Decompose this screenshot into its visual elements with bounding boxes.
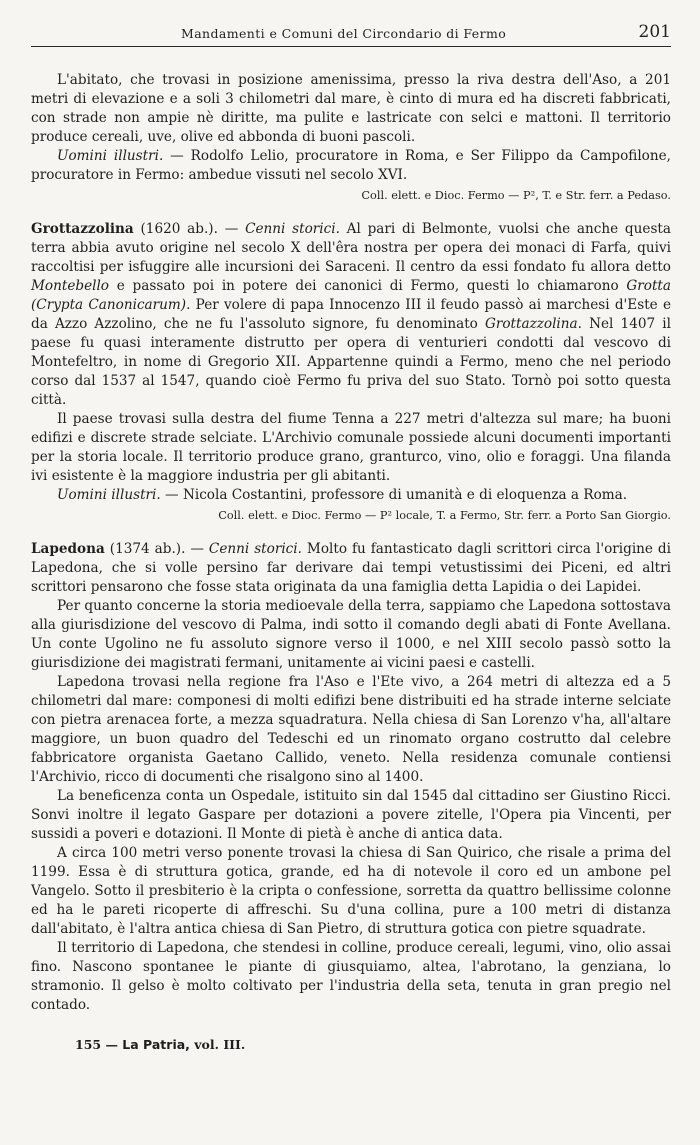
running-header-title: Mandamenti e Comuni del Circondario di Fermo bbox=[181, 26, 507, 41]
grottazzolina-text-3: . Per volere di papa Innocenzo III il feudo passò ai marchesi d'Este e da Azzo Azzolino, che ne fu l'assoluto signore, fu denominato bbox=[31, 297, 671, 332]
lapedona-paragraph-4: La beneficenza conta un Ospedale, istituito sin dal 1545 dal cittadino ser Giustino Ricci. Sonvi inoltre il legato Gaspare per dotazioni a povere zitelle, l'Opera pia Vincenti, per sussidi a poveri e dotazioni. Il Monte di pietà è anche di antica data. bbox=[31, 788, 671, 842]
lapedona-paragraph-3: Lapedona trovasi nella regione fra l'Aso e l'Ete vivo, a 264 metri di altezza ed a 5 chilometri dal mare: componesi di molti edifizi bene distribuiti ed ha strade interne selciate con pietra arenacea forte, a mezza squadratura. Nella chiesa di San Lorenzo v'ha, all'altare maggiore, un buon quadro del Tedeschi ed un rinomato organo costrutto dal celebre fabbricatore organista Gaetano Callido, veneto. Nella residenza comunale contiensi l'Archivio, ricco di documenti che risalgono sino al 1400. bbox=[31, 674, 671, 785]
page-content bbox=[31, 71, 671, 1052]
signature-footer bbox=[31, 1037, 671, 1052]
cenni-storici-label: Cenni storici. bbox=[208, 541, 302, 557]
intro-collegio-line: Coll. elett. e Dioc. Fermo — P², T. e Str. ferr. a Pedaso. bbox=[361, 189, 671, 202]
cenni-storici-label: Cenni storici. bbox=[245, 221, 340, 237]
grottazzolina-paragraph-2: Il paese trovasi sulla destra del fiume Tenna a 227 metri d'altezza sul mare; ha buoni edifizi e discrete strade selciate. L'Archivio comunale possiede alcuni documenti importanti per la storia locale. Il territorio produce grano, granturco, vino, olio e foraggi. Una filanda ivi esistente è la maggiore industria per gli abitanti. bbox=[31, 411, 671, 484]
uomini-illustri-text: — Nicola Costantini, professore di umanità e di eloquenza a Roma. bbox=[160, 487, 628, 503]
entry-name-lapedona: Lapedona bbox=[31, 541, 105, 557]
publication-title: La Patria, bbox=[122, 1037, 190, 1052]
lapedona-paragraph-5: A circa 100 metri verso ponente trovasi la chiesa di San Quirico, che risale a prima del 1199. Essa è di struttura gotica, grande, ed ha di notevole il coro ed un ambone pel Vangelo. Sotto il presbiterio è la cripta o confessione, sorretta da quattro bellissime colonne ed ha le pareti ricoperte di affreschi. Su d'una collina, pure a 100 metri di distanza dall'abitato, è l'altra antica chiesa di San Pietro, di struttura gotica con pietre squadrate. bbox=[31, 845, 671, 937]
uomini-illustri-text: — Rodolfo Lelio, procuratore in Roma, e Ser Filippo da Campofilone, procuratore in Fermo: ambedue vissuti nel secolo XVI. bbox=[31, 148, 671, 183]
grottazzolina-uomini-illustri bbox=[31, 486, 671, 505]
grottazzolina-text-4: . Nel 1407 il paese fu quasi interamente distrutto per opera di venturieri condotti dal vescovo di Montefeltro, in nome di Gregorio XII. Appartenne quindi a Fermo, meno che nel periodo corso dal 1537 al 1547, quando cioè Fermo fu priva del suo Stato. Tornò poi sotto questa città. bbox=[31, 316, 671, 408]
lapedona-text-1: Molto fu fantasticato dagli scrittori circa l'origine di Lapedona, che si volle persino far derivare dai tempi vetustissimi dei Piceni, ed altri scrittori pensarono che fosse stata originata da una famiglia detta Lapidia o dei Lapidei. bbox=[31, 541, 671, 595]
grottazzolina-italic-3: Grottazzolina bbox=[485, 316, 578, 332]
uomini-illustri-label: Uomini illustri. bbox=[57, 148, 164, 164]
lapedona-paragraph-2: Per quanto concerne la storia medioevale della terra, sappiamo che Lapedona sottostava alla giurisdizione del vescovo di Palma, indi sotto il comando degli abati di Fonte Avellana. Un conte Ugolino ne fu assoluto signore verso il 1000, e nel XIII secolo passò sotto la giurisdizione dei magistrati fermani, unitamente ai vicini paesi e castelli. bbox=[31, 598, 671, 671]
grottazzolina-italic-2: Grotta (Crypta Canonicarum) bbox=[31, 278, 671, 313]
grottazzolina-entry-paragraph bbox=[31, 220, 671, 410]
page-number: 201 bbox=[638, 22, 671, 42]
grottazzolina-population: (1620 ab.). — bbox=[133, 221, 246, 237]
grottazzolina-italic-1: Montebello bbox=[31, 278, 109, 294]
intro-uomini-illustri bbox=[31, 147, 671, 185]
running-header bbox=[31, 18, 671, 47]
volume-label: vol. III. bbox=[189, 1037, 246, 1052]
signature-number: 155 — bbox=[75, 1037, 123, 1052]
grottazzolina-text-2: e passato poi in potere dei canonici di Fermo, questi lo chiamarono bbox=[109, 278, 627, 294]
entry-name-grottazzolina: Grottazzolina bbox=[31, 221, 134, 237]
lapedona-entry-paragraph bbox=[31, 540, 671, 597]
lapedona-population: (1374 ab.). — bbox=[104, 541, 209, 557]
grottazzolina-collegio-line: Coll. elett. e Dioc. Fermo — P² locale, T. a Fermo, Str. ferr. a Porto San Giorgio. bbox=[218, 509, 671, 522]
intro-paragraph: L'abitato, che trovasi in posizione amenissima, presso la riva destra dell'Aso, a 201 metri di elevazione e a soli 3 chilometri dal mare, è cinto di mura ed ha discreti fabbricati, con strade non ampie nè diritte, ma pulite e lastricate con selci e mattoni. Il territorio produce cereali, uve, olive ed abbonda di buoni pascoli. bbox=[31, 72, 671, 145]
document-page bbox=[31, 18, 671, 1052]
grottazzolina-text-1: Al pari di Belmonte, vuolsi che anche questa terra abbia avuto origine nel secolo X dell'êra nostra per opera dei monaci di Farfa, quivi raccoltisi per isfuggire alle incursioni dei Saraceni. Il centro da essi fondato fu allora detto bbox=[31, 221, 671, 275]
lapedona-paragraph-6: Il territorio di Lapedona, che stendesi in colline, produce cereali, legumi, vino, olio assai fino. Nascono spontanee le piante di giusquiamo, altea, l'abrotano, la genziana, lo stramonio. Il gelso è molto coltivato per l'industria della seta, tenuta in gran pregio nel contado. bbox=[31, 940, 671, 1013]
uomini-illustri-label: Uomini illustri. bbox=[57, 487, 161, 503]
